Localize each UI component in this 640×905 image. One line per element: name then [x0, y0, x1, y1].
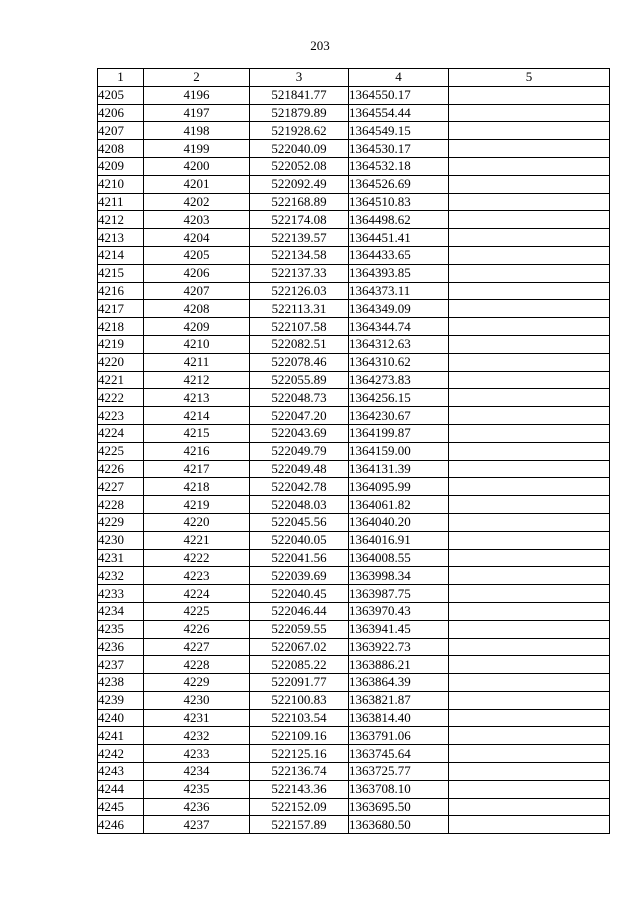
index-cell: 4225 [144, 602, 250, 620]
table-row [98, 460, 610, 478]
table-row [98, 531, 610, 549]
page-number: 203 [310, 38, 330, 53]
x-coordinate-cell: 522039.69 [250, 567, 349, 585]
x-coordinate-cell: 522046.44 [250, 602, 349, 620]
index-cell: 4215 [144, 424, 250, 442]
note-cell [449, 371, 610, 389]
y-coordinate-cell: 1363821.87 [349, 691, 449, 709]
y-coordinate-cell: 1364159.00 [349, 442, 449, 460]
note-cell [449, 763, 610, 781]
note-cell [449, 104, 610, 122]
point-number-cell: 4226 [98, 460, 144, 478]
note-cell [449, 620, 610, 638]
table-row [98, 282, 610, 300]
point-number-cell: 4234 [98, 602, 144, 620]
y-coordinate-cell: 1363708.10 [349, 780, 449, 798]
index-cell: 4221 [144, 531, 250, 549]
y-coordinate-cell: 1364008.55 [349, 549, 449, 567]
index-cell: 4224 [144, 585, 250, 603]
index-cell: 4220 [144, 513, 250, 531]
index-cell: 4233 [144, 745, 250, 763]
column-header-1: 1 [98, 69, 144, 87]
y-coordinate-cell: 1364016.91 [349, 531, 449, 549]
table-row [98, 86, 610, 104]
index-cell: 4234 [144, 763, 250, 781]
point-number-cell: 4205 [98, 86, 144, 104]
note-cell [449, 602, 610, 620]
table-header [98, 69, 610, 87]
table-row [98, 780, 610, 798]
x-coordinate-cell: 522045.56 [250, 513, 349, 531]
x-coordinate-cell: 522052.08 [250, 157, 349, 175]
x-coordinate-cell: 522136.74 [250, 763, 349, 781]
x-coordinate-cell: 522040.09 [250, 140, 349, 158]
point-number-cell: 4220 [98, 353, 144, 371]
table-row [98, 567, 610, 585]
note-cell [449, 211, 610, 229]
x-coordinate-cell: 522049.48 [250, 460, 349, 478]
table-row [98, 264, 610, 282]
index-cell: 4217 [144, 460, 250, 478]
note-cell [449, 745, 610, 763]
y-coordinate-cell: 1364061.82 [349, 496, 449, 514]
note-cell [449, 389, 610, 407]
header-row [98, 69, 610, 87]
y-coordinate-cell: 1363745.64 [349, 745, 449, 763]
y-coordinate-cell: 1363998.34 [349, 567, 449, 585]
table-body [98, 86, 610, 833]
x-coordinate-cell: 522107.58 [250, 318, 349, 336]
index-cell: 4218 [144, 478, 250, 496]
point-number-cell: 4242 [98, 745, 144, 763]
x-coordinate-cell: 522168.89 [250, 193, 349, 211]
x-coordinate-cell: 522092.49 [250, 175, 349, 193]
point-number-cell: 4230 [98, 531, 144, 549]
note-cell [449, 300, 610, 318]
table-row [98, 442, 610, 460]
index-cell: 4232 [144, 727, 250, 745]
point-number-cell: 4227 [98, 478, 144, 496]
x-coordinate-cell: 522137.33 [250, 264, 349, 282]
table-row [98, 745, 610, 763]
y-coordinate-cell: 1364256.15 [349, 389, 449, 407]
x-coordinate-cell: 522042.78 [250, 478, 349, 496]
table-row [98, 549, 610, 567]
note-cell [449, 709, 610, 727]
table-row [98, 620, 610, 638]
index-cell: 4211 [144, 353, 250, 371]
y-coordinate-cell: 1364273.83 [349, 371, 449, 389]
index-cell: 4210 [144, 335, 250, 353]
x-coordinate-cell: 522109.16 [250, 727, 349, 745]
y-coordinate-cell: 1363680.50 [349, 816, 449, 834]
y-coordinate-cell: 1364433.65 [349, 246, 449, 264]
table-row [98, 763, 610, 781]
point-number-cell: 4215 [98, 264, 144, 282]
point-number-cell: 4209 [98, 157, 144, 175]
point-number-cell: 4232 [98, 567, 144, 585]
x-coordinate-cell: 522082.51 [250, 335, 349, 353]
note-cell [449, 318, 610, 336]
y-coordinate-cell: 1364526.69 [349, 175, 449, 193]
index-cell: 4214 [144, 407, 250, 425]
point-number-cell: 4210 [98, 175, 144, 193]
table-row [98, 691, 610, 709]
y-coordinate-cell: 1363987.75 [349, 585, 449, 603]
y-coordinate-cell: 1364344.74 [349, 318, 449, 336]
x-coordinate-cell: 522174.08 [250, 211, 349, 229]
table-row [98, 157, 610, 175]
index-cell: 4236 [144, 798, 250, 816]
y-coordinate-cell: 1364510.83 [349, 193, 449, 211]
note-cell [449, 282, 610, 300]
x-coordinate-cell: 522048.73 [250, 389, 349, 407]
point-number-cell: 4214 [98, 246, 144, 264]
point-number-cell: 4212 [98, 211, 144, 229]
x-coordinate-cell: 522113.31 [250, 300, 349, 318]
table-row [98, 229, 610, 247]
index-cell: 4213 [144, 389, 250, 407]
x-coordinate-cell: 522055.89 [250, 371, 349, 389]
index-cell: 4199 [144, 140, 250, 158]
note-cell [449, 727, 610, 745]
index-cell: 4226 [144, 620, 250, 638]
index-cell: 4235 [144, 780, 250, 798]
note-cell [449, 780, 610, 798]
y-coordinate-cell: 1363886.21 [349, 656, 449, 674]
point-number-cell: 4221 [98, 371, 144, 389]
table-row [98, 122, 610, 140]
table-row [98, 513, 610, 531]
x-coordinate-cell: 522048.03 [250, 496, 349, 514]
point-number-cell: 4222 [98, 389, 144, 407]
table-row [98, 674, 610, 692]
index-cell: 4205 [144, 246, 250, 264]
point-number-cell: 4225 [98, 442, 144, 460]
table-row [98, 353, 610, 371]
column-header-4: 4 [349, 69, 449, 87]
note-cell [449, 246, 610, 264]
point-number-cell: 4217 [98, 300, 144, 318]
index-cell: 4219 [144, 496, 250, 514]
index-cell: 4204 [144, 229, 250, 247]
table-row [98, 602, 610, 620]
note-cell [449, 496, 610, 514]
x-coordinate-cell: 522085.22 [250, 656, 349, 674]
point-number-cell: 4228 [98, 496, 144, 514]
note-cell [449, 816, 610, 834]
index-cell: 4222 [144, 549, 250, 567]
index-cell: 4196 [144, 86, 250, 104]
index-cell: 4197 [144, 104, 250, 122]
y-coordinate-cell: 1364451.41 [349, 229, 449, 247]
coordinates-table [97, 68, 610, 834]
point-number-cell: 4243 [98, 763, 144, 781]
x-coordinate-cell: 521841.77 [250, 86, 349, 104]
note-cell [449, 531, 610, 549]
point-number-cell: 4233 [98, 585, 144, 603]
note-cell [449, 424, 610, 442]
table-row [98, 424, 610, 442]
note-cell [449, 175, 610, 193]
x-coordinate-cell: 522134.58 [250, 246, 349, 264]
point-number-cell: 4223 [98, 407, 144, 425]
column-header-3: 3 [250, 69, 349, 87]
note-cell [449, 193, 610, 211]
note-cell [449, 140, 610, 158]
y-coordinate-cell: 1363922.73 [349, 638, 449, 656]
table-row [98, 407, 610, 425]
y-coordinate-cell: 1364040.20 [349, 513, 449, 531]
note-cell [449, 442, 610, 460]
y-coordinate-cell: 1364349.09 [349, 300, 449, 318]
index-cell: 4231 [144, 709, 250, 727]
table-row [98, 140, 610, 158]
index-cell: 4230 [144, 691, 250, 709]
x-coordinate-cell: 521879.89 [250, 104, 349, 122]
table-row [98, 727, 610, 745]
table-row [98, 656, 610, 674]
y-coordinate-cell: 1364393.85 [349, 264, 449, 282]
y-coordinate-cell: 1364310.62 [349, 353, 449, 371]
point-number-cell: 4244 [98, 780, 144, 798]
y-coordinate-cell: 1364131.39 [349, 460, 449, 478]
table-row [98, 211, 610, 229]
note-cell [449, 157, 610, 175]
point-number-cell: 4236 [98, 638, 144, 656]
note-cell [449, 264, 610, 282]
point-number-cell: 4229 [98, 513, 144, 531]
table-row [98, 638, 610, 656]
index-cell: 4208 [144, 300, 250, 318]
point-number-cell: 4218 [98, 318, 144, 336]
index-cell: 4203 [144, 211, 250, 229]
point-number-cell: 4237 [98, 656, 144, 674]
column-header-5: 5 [449, 69, 610, 87]
y-coordinate-cell: 1363864.39 [349, 674, 449, 692]
x-coordinate-cell: 522143.36 [250, 780, 349, 798]
index-cell: 4227 [144, 638, 250, 656]
index-cell: 4201 [144, 175, 250, 193]
note-cell [449, 513, 610, 531]
y-coordinate-cell: 1364230.67 [349, 407, 449, 425]
x-coordinate-cell: 522040.05 [250, 531, 349, 549]
table-row [98, 798, 610, 816]
x-coordinate-cell: 522043.69 [250, 424, 349, 442]
point-number-cell: 4231 [98, 549, 144, 567]
note-cell [449, 638, 610, 656]
y-coordinate-cell: 1364498.62 [349, 211, 449, 229]
point-number-cell: 4235 [98, 620, 144, 638]
point-number-cell: 4219 [98, 335, 144, 353]
y-coordinate-cell: 1364095.99 [349, 478, 449, 496]
y-coordinate-cell: 1364550.17 [349, 86, 449, 104]
x-coordinate-cell: 522041.56 [250, 549, 349, 567]
x-coordinate-cell: 522100.83 [250, 691, 349, 709]
table-row [98, 300, 610, 318]
point-number-cell: 4213 [98, 229, 144, 247]
index-cell: 4209 [144, 318, 250, 336]
table-row [98, 175, 610, 193]
point-number-cell: 4241 [98, 727, 144, 745]
x-coordinate-cell: 522126.03 [250, 282, 349, 300]
table-row [98, 335, 610, 353]
y-coordinate-cell: 1363725.77 [349, 763, 449, 781]
point-number-cell: 4246 [98, 816, 144, 834]
x-coordinate-cell: 522078.46 [250, 353, 349, 371]
note-cell [449, 798, 610, 816]
index-cell: 4207 [144, 282, 250, 300]
y-coordinate-cell: 1363814.40 [349, 709, 449, 727]
table-row [98, 389, 610, 407]
note-cell [449, 460, 610, 478]
index-cell: 4198 [144, 122, 250, 140]
note-cell [449, 478, 610, 496]
point-number-cell: 4206 [98, 104, 144, 122]
x-coordinate-cell: 522091.77 [250, 674, 349, 692]
y-coordinate-cell: 1364373.11 [349, 282, 449, 300]
table-row [98, 585, 610, 603]
note-cell [449, 691, 610, 709]
note-cell [449, 549, 610, 567]
point-number-cell: 4211 [98, 193, 144, 211]
note-cell [449, 407, 610, 425]
table-row [98, 478, 610, 496]
x-coordinate-cell: 522103.54 [250, 709, 349, 727]
note-cell [449, 567, 610, 585]
note-cell [449, 585, 610, 603]
y-coordinate-cell: 1364530.17 [349, 140, 449, 158]
x-coordinate-cell: 521928.62 [250, 122, 349, 140]
table-row [98, 709, 610, 727]
table-row [98, 104, 610, 122]
y-coordinate-cell: 1364554.44 [349, 104, 449, 122]
point-number-cell: 4240 [98, 709, 144, 727]
table-row [98, 371, 610, 389]
index-cell: 4206 [144, 264, 250, 282]
x-coordinate-cell: 522047.20 [250, 407, 349, 425]
note-cell [449, 86, 610, 104]
table-row [98, 816, 610, 834]
index-cell: 4229 [144, 674, 250, 692]
x-coordinate-cell: 522125.16 [250, 745, 349, 763]
point-number-cell: 4216 [98, 282, 144, 300]
table-row [98, 318, 610, 336]
x-coordinate-cell: 522067.02 [250, 638, 349, 656]
table-row [98, 246, 610, 264]
point-number-cell: 4207 [98, 122, 144, 140]
y-coordinate-cell: 1364532.18 [349, 157, 449, 175]
x-coordinate-cell: 522157.89 [250, 816, 349, 834]
y-coordinate-cell: 1363941.45 [349, 620, 449, 638]
index-cell: 4202 [144, 193, 250, 211]
note-cell [449, 335, 610, 353]
y-coordinate-cell: 1363695.50 [349, 798, 449, 816]
note-cell [449, 229, 610, 247]
index-cell: 4212 [144, 371, 250, 389]
x-coordinate-cell: 522059.55 [250, 620, 349, 638]
y-coordinate-cell: 1363791.06 [349, 727, 449, 745]
y-coordinate-cell: 1364549.15 [349, 122, 449, 140]
y-coordinate-cell: 1364199.87 [349, 424, 449, 442]
index-cell: 4223 [144, 567, 250, 585]
column-header-2: 2 [144, 69, 250, 87]
point-number-cell: 4224 [98, 424, 144, 442]
y-coordinate-cell: 1364312.63 [349, 335, 449, 353]
note-cell [449, 674, 610, 692]
note-cell [449, 122, 610, 140]
index-cell: 4216 [144, 442, 250, 460]
x-coordinate-cell: 522040.45 [250, 585, 349, 603]
table-row [98, 496, 610, 514]
x-coordinate-cell: 522152.09 [250, 798, 349, 816]
point-number-cell: 4238 [98, 674, 144, 692]
y-coordinate-cell: 1363970.43 [349, 602, 449, 620]
point-number-cell: 4245 [98, 798, 144, 816]
note-cell [449, 353, 610, 371]
table-row [98, 193, 610, 211]
index-cell: 4237 [144, 816, 250, 834]
note-cell [449, 656, 610, 674]
point-number-cell: 4208 [98, 140, 144, 158]
index-cell: 4228 [144, 656, 250, 674]
x-coordinate-cell: 522049.79 [250, 442, 349, 460]
index-cell: 4200 [144, 157, 250, 175]
x-coordinate-cell: 522139.57 [250, 229, 349, 247]
point-number-cell: 4239 [98, 691, 144, 709]
